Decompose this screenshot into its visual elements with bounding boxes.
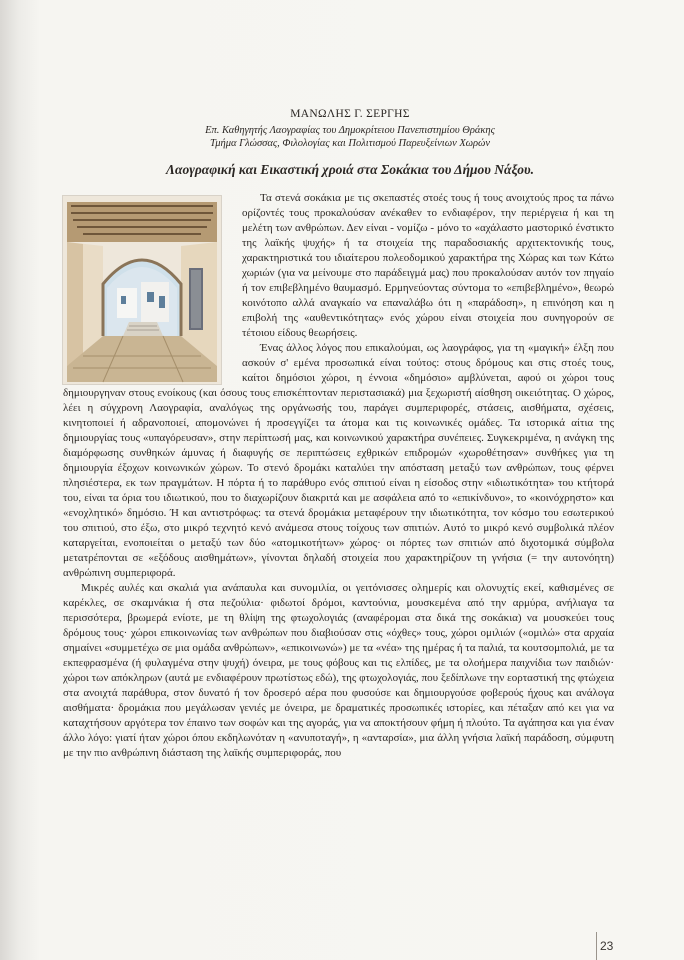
author-name: ΜΑΝΩΛΗΣ Γ. ΣΕΡΓΗΣ <box>290 108 410 120</box>
page-number: 23 <box>600 939 614 953</box>
article-title: Λαογραφική και Εικαστική χροιά στα Σοκάκια του Δήμου Νάξου. <box>166 162 534 177</box>
affiliation-line-1: Επ. Καθηγητής Λαογραφίας του Δημοκρίτειου Πανεπιστημίου Θράκης <box>205 125 495 136</box>
figure-float-spacer <box>63 191 232 385</box>
article-body <box>63 191 614 761</box>
header <box>130 108 570 150</box>
paragraph-3: Μικρές αυλές και σκαλιά για ανάπαυλα και συνομιλία, οι γειτόνισσες ολημερίς και ολονυχτίς εκεί, καθισμένες σε καρέκλες, σε σκαμνάκια ή στα πεζούλια· φιδωτοί δρόμοι, καντούνια, μουσκεμένα από την αρμύρα, ανήλιαγα τα περισσότερα, βρωμερά ενίοτε, με τη θλίψη της φτωχολογιάς (αναφέρομαι στα δικά της σοκάκια) να μουσκεύει τους δρόμους τους· χώροι επικοινωνίας των ανθρώπων που διαβιούσαν στις «όχθες» τους, χώροι ομιλιών («ομιλώ» στα αρχαία σημαίνει «συμμετέχω σε μια ομάδα ανθρώπων», «επικοινωνώ») με τα «νέα» της ημέρας ή τα παλιά, τα κουτσομπολιά, με τα εκπεφρασμένα (ή φυλαγμένα στην ψυχή) όνειρα, με τους φόβους και τις ελπίδες, με τα ολοήμερα παιχνίδια των παιδιών· χώροι των απόκληρων (αυτά με ενδιαφέρουν πρωτίστως εδώ), της φτωχολογιάς, που ξεδίπλωνε την εορταστική της φτώχεια στα ανοιχτά παράθυρα, στον δυνατό ή τον δροσερό αέρα που φυσούσε και δημιουργούσε φοβερούς ήχους και ανάλογα αισθήματα· δρομάκια που μεγάλωσαν γενιές με όνειρα, με δραματικές προσωπικές ιστορίες, και πέταξαν από κει για να καταχτήσουν αργότερα τον έπαινο των σοφών και της αγοράς, για να αποκτήσουν φήμη ή πλούτο. Τα αγάπησα και για έναν άλλο λόγο: γιατί ήταν χώροι όπου εκδηλωνόταν η «ανυποταγή», η «ανταρσία», μια άλλη γνήσια λαϊκή παράδοση, σύμφυτη με την πιο ανθρώπινη διάσταση της λαϊκής συμπεριφοράς, που <box>63 582 614 759</box>
page-number-rule <box>596 932 597 960</box>
paragraph-1: Τα στενά σοκάκια με τις σκεπαστές στοές τους ή τους ανοιχτούς προς τα πάνω ορίζοντές τους προκαλούσαν ανέκαθεν το ενδιαφέρον, την περιέργεια ή και τη μελέτη των ανθρώπων. Δεν είναι - νομίζω - μόνο το «αχάλαστο μαστορικό ένστικτο της λαϊκής ψυχής» ή τα στοιχεία της παραδοσιακής αρχιτεκτονικής τους, χαρακτηριστικά του ιδιαίτερου πολεοδομικού χαρακτήρα της Χώρας και των Κάτω χωριών (για να μείνουμε στο παράδειγμά μας) που προκαλούσαν αυτόν τον πηγαίο ή τον επιβεβλημένο θαυμασμό. Ερμηνεύοντας σύντομα το «επιβεβλημένο», θεωρώ κοινότοπο αλλά αναγκαίο να επαναλάβω ότι η «παράδοση», η επινόηση και η επιβολή της «αυθεντικότητας» ενός χώρου είναι στοιχεία που συνηγορούν σε τέτοιου είδους θεωρήσεις. <box>63 191 614 341</box>
paragraph-2: Ένας άλλος λόγος που επικαλούμαι, ως λαογράφος, για τη «μαγική» έλξη που ασκούν σ' εμένα προσωπικά είναι τούτος: στους δρόμους και στις στοές τους, καίτοι δημόσιοι χώροι, η έννοια «δημόσιο» αμβλύνεται, αφού οι χώροι τους δημιουργηναν στους ενοίκους (και όσους τους επισκέπτονταν περιστασιακά) μια ξεχωριστή αίσθηση οικειότητας. Ο χώρος, λέει η σύγχρονη Λαογραφία, αναλόγως της οργάνωσής του, παράγει συμπεριφορές, στάσεις, αισθήματα, σχέσεις, κινητοποιεί ή αδρανοποιεί, απομονώνει ή προσεγγίζει τα άτομα και τις κοινωνικές ομάδες. Τα ιστορικά αίτια της δημιουργίας τους «υπαγόρευσαν», στην περίπτωσή μας, και κοινωνικού χαρακτήρα συνέπειες. Συγκεκριμένα, η ανάγκη της διαμόρφωσης συνθηκών άμυνας ή διαφυγής σε περιπτώσεις εχθρικών επιδρομών «χωροθέτησαν» συνθήκες για τη δημιουργία έξοχων κοινωνικών χώρων. Το στενό δρομάκι καταλύει την απόσταση μεταξύ των ανθρώπων, τους φέρνει πλησιέστερα, εκ των πραγμάτων. Η πόρτα ή το παράθυρο ενός σπιτιού είναι η είσοδος στην «ιδιωτικότητα» του κτήτορά του, είναι τα όρια του ιδιωτικού, που το διαχωρίζουν διακριτά και με ασφάλεια από το «επικίνδυνο», το «κοινόχρηστο» και «ενοχλητικό» δημόσιο. Ή και αντιστρόφως: τα στενά δρομάκια μεταφέρουν την ιδιωτικότητα, τον κόσμο του εσωτερικού του σπιτιού, στο έξω, στο μικρό τεχνητό κενό ανάμεσα στους τοίχους των σπιτιών. Αυτό το μικρό κενό συμβολικά πλέον καταργείται, ενοποιείται ο μεταξύ των δύο «ατομικοτήτων» χώρος· οι πόρτες των σπιτιών από διχοτομικά σύμβολα μετατρέπονται σε «εξόδους αισθημάτων», γίνονται δηλαδή στοιχεία που χαρακτηρίζουν τη γνήσια (= την αυτονόητη) ανθρώπινη συμπεριφορά. <box>63 342 614 579</box>
affiliation-line-2: Τμήμα Γλώσσας, Φιλολογίας και Πολιτισμού Παρευξείνιων Χωρών <box>209 138 491 149</box>
